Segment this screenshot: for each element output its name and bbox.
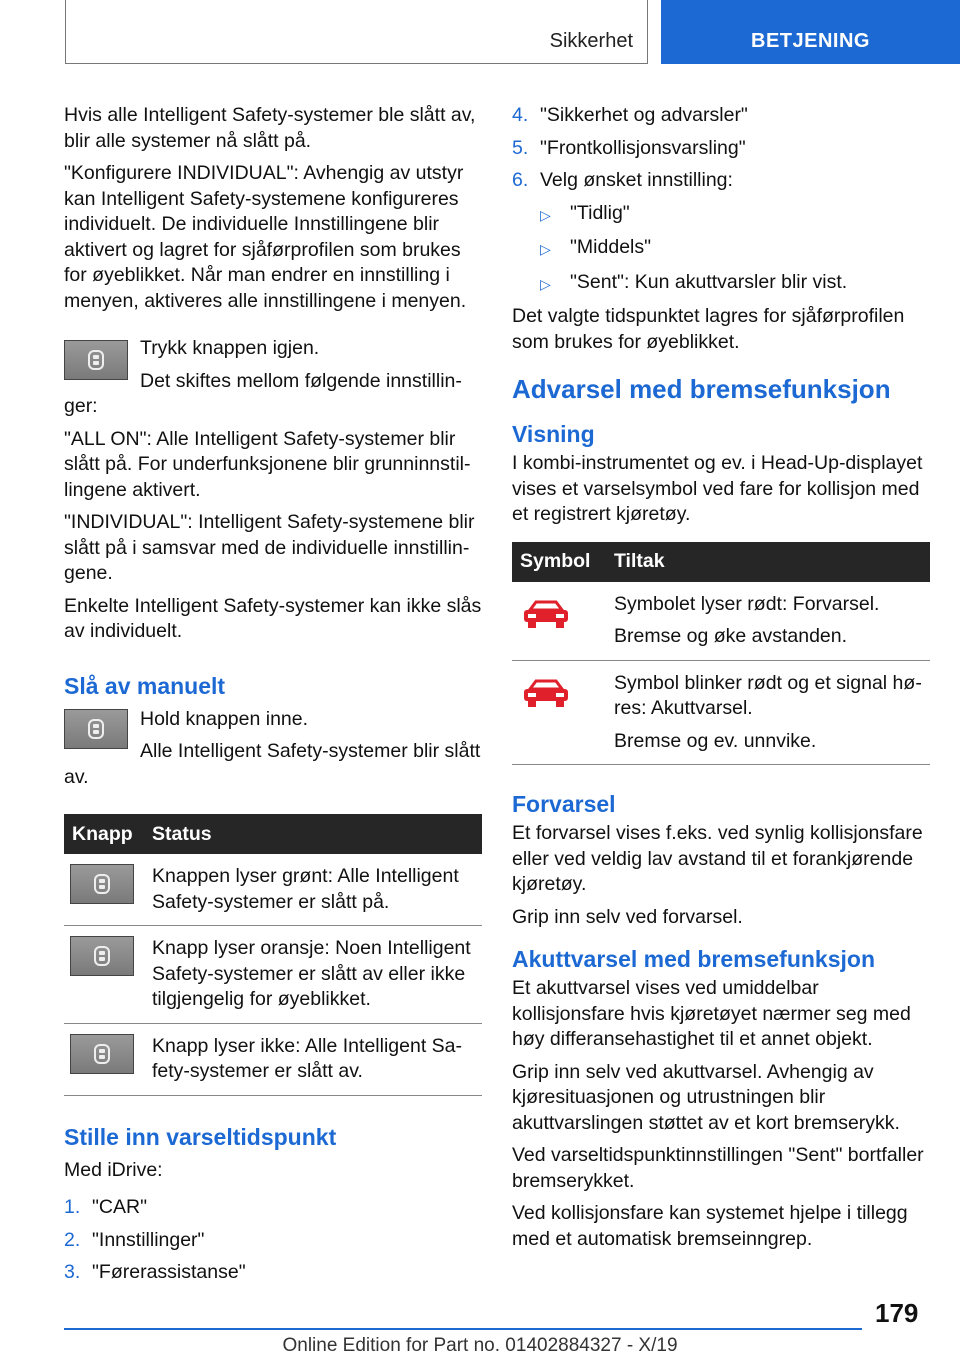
triangle-right-icon: ▷ — [540, 241, 551, 257]
symbol-action-table — [512, 542, 930, 766]
table-header-symbol: Symbol — [512, 542, 606, 582]
safety-button-image — [64, 340, 128, 380]
table-header-action: Tiltak — [606, 542, 930, 582]
page-number: 179 — [875, 1298, 919, 1328]
list-item: ▷ "Sent": Kun akuttvarsler blir vist. — [540, 270, 930, 298]
button-green-cell — [64, 854, 144, 926]
button-orange-cell — [64, 926, 144, 1024]
prewarning-text: Et forvarsel vises f.eks. ved synlig kollisjonsfare eller ved veldig lav avstand til et forankjørende kjøretøy. — [512, 822, 923, 895]
main-heading: Advarsel med bremsefunksjon — [512, 374, 891, 404]
intelligent-safety-button-icon — [70, 864, 134, 904]
left-column — [64, 103, 482, 1293]
action-cell: Symbol blinker rødt og et signal høres: Akuttvarsel. Bremse og ev. unnvike. — [614, 671, 922, 752]
status-cell: Knappen lyser grønt: Alle Intelligent Safety-systemer er slått på. — [152, 865, 459, 913]
toggle-modes-text: Det skiftes mellom følgende innstillinger: — [64, 369, 462, 417]
right-column — [512, 103, 930, 1259]
acute-text: Ved varseltidspunktinnstillingen "Sent" bortfaller bremserykket. — [512, 1144, 924, 1192]
intelligent-safety-button-icon — [70, 1034, 134, 1074]
list-item: 6. Velg ønsket innstilling: — [512, 169, 733, 191]
table-header-button: Knapp — [64, 814, 144, 854]
safety-button-image — [64, 709, 128, 749]
intelligent-safety-button-icon — [85, 349, 107, 371]
table-row — [512, 660, 930, 765]
table-row — [64, 1023, 482, 1095]
mode-individual: "INDIVIDUAL": Intelligent Safety-systemene blir slått på i samsvar med de individuelle innstillingene. — [64, 511, 475, 584]
list-item: 4. "Sikkerhet og advarsler" — [512, 104, 748, 126]
acute-text: Grip inn selv ved akuttvarsel. Avhengig av kjøresituasjonen og utrustningen blir akuttvarslingen støttet av et kort bremserykk. — [512, 1060, 900, 1134]
options-list — [540, 201, 930, 298]
acute-warning-heading: Akuttvarsel med bremsefunksjon — [512, 946, 876, 972]
table-row — [64, 926, 482, 1024]
display-heading: Visning — [512, 421, 595, 447]
steps-list-left — [64, 1195, 482, 1286]
table-row — [512, 582, 930, 661]
button-off-cell — [64, 1023, 144, 1095]
intelligent-safety-button-icon — [85, 718, 107, 740]
footer-edition: Online Edition for Part no. 01402884327 - X/19 — [282, 1335, 678, 1356]
manual-off-heading: Slå av manuelt — [64, 672, 226, 699]
manual-off-block — [64, 707, 482, 791]
header-chapter-title: BETJENING — [751, 30, 870, 52]
list-item: ▷ "Tidlig" — [540, 201, 930, 229]
press-again-block — [64, 336, 482, 420]
steps-list-right — [512, 103, 930, 194]
symbol-cell — [512, 582, 606, 661]
list-item: 5. "Frontkollisjonsvarsling" — [512, 136, 746, 159]
footer-divider — [64, 1328, 862, 1330]
triangle-right-icon: ▷ — [540, 206, 551, 223]
collision-warning-car-icon — [520, 600, 572, 630]
prewarning-action: Grip inn selv ved forvarsel. — [512, 905, 743, 928]
mode-all-on: "ALL ON": Alle Intelligent Safety-systemer blir slått på. For underfunksjonene blir grunninnstillingene aktivert. — [64, 427, 471, 501]
collision-warning-car-icon — [520, 679, 572, 709]
idrive-intro: Med iDrive: — [64, 1158, 163, 1181]
intro-paragraph: "Konfigurere INDIVIDUAL": Avhengig av utstyr kan Intelligent Safety-systemene konfigureres individuelt. De individuelle Innstillingene blir aktivert og lagret for sjåførprofilen som brukes for øyeblikket. Når man endrer en innstilling i menyen, aktiveres alle innstillingene i menyen. — [64, 162, 467, 312]
list-item: 2. "Innstillinger" — [64, 1228, 205, 1251]
triangle-right-icon: ▷ — [540, 275, 551, 292]
mode-note: Enkelte Intelligent Safety-systemer kan ikke slås av individuelt. — [64, 594, 482, 642]
list-item: 3. "Førerassistanse" — [64, 1261, 246, 1283]
table-header-status: Status — [144, 814, 482, 854]
all-off-text: Alle Intelligent Safety-systemer blir slått av. — [64, 740, 481, 788]
header-chapter-tab — [661, 0, 960, 64]
header-section-box — [65, 0, 648, 64]
press-again-text: Trykk knappen igjen. — [140, 337, 320, 359]
action-cell: Symbolet lyser rødt: Forvarsel. Bremse og øke avstanden. — [614, 592, 880, 647]
intelligent-safety-button-icon — [70, 936, 134, 976]
table-row — [64, 854, 482, 926]
display-text: I kombi-instrumentet og ev. i Head-Up-displayet vises et varselsymbol ved fare for kollisjon med et registrert kjøretøy. — [512, 452, 923, 525]
warning-time-heading: Stille inn varseltidspunkt — [64, 1123, 337, 1150]
status-cell: Knapp lyser ikke: Alle Intelligent Safety-systemer er slått av. — [152, 1034, 463, 1082]
intro-paragraph: Hvis alle Intelligent Safety-systemer ble slått av, blir alle systemer nå slått på. — [64, 104, 476, 152]
prewarning-heading: Forvarsel — [512, 791, 616, 817]
header-section-title: Sikkerhet — [549, 30, 633, 52]
symbol-cell — [512, 660, 606, 765]
list-item: 1. "CAR" — [64, 1196, 148, 1218]
button-status-table — [64, 814, 482, 1096]
acute-text: Ved kollisjonsfare kan systemet hjelpe i tillegg med et automatisk bremseinngrep. — [512, 1202, 908, 1250]
acute-text: Et akuttvarsel vises ved umiddelbar kollisjonsfare hvis kjøretøyet nærmer seg med høy differansehastighet til et annet objekt. — [512, 977, 911, 1050]
saved-note: Det valgte tidspunktet lagres for sjåførprofilen som brukes for øyeblikket. — [512, 305, 905, 353]
list-item: ▷ "Middels" — [540, 235, 930, 263]
status-cell: Knapp lyser oransje: Noen Intelligent Safety-systemer er slått av eller ikke tilgjengelig for øyeblikket. — [152, 937, 471, 1010]
hold-button-text: Hold knappen inne. — [140, 707, 309, 730]
